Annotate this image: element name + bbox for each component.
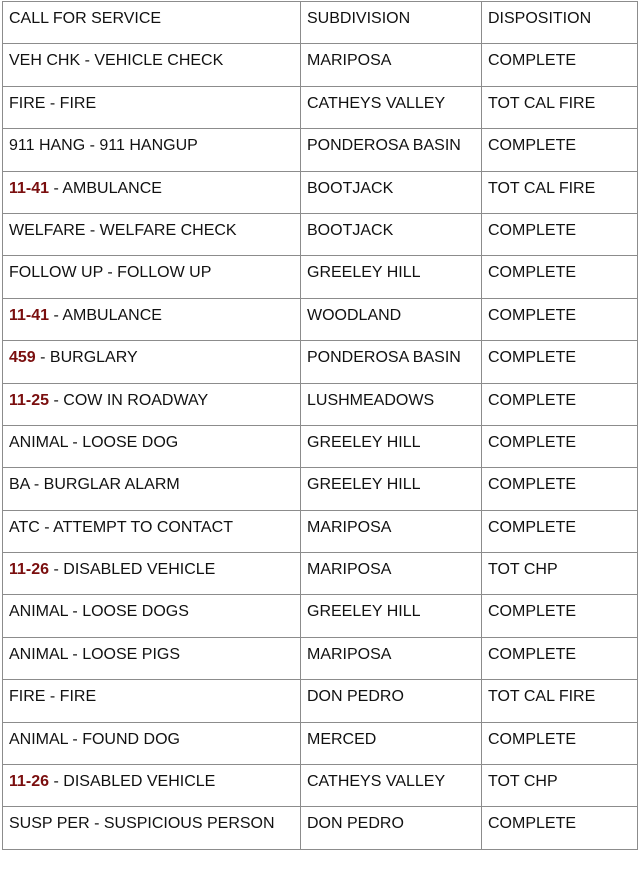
call-for-service-text bbox=[9, 723, 294, 748]
disposition-cell bbox=[482, 129, 638, 171]
call-for-service-cell bbox=[3, 341, 301, 383]
call-for-service-cell bbox=[3, 171, 301, 213]
table-row bbox=[3, 129, 638, 171]
call-description: FOLLOW UP - FOLLOW UP bbox=[9, 264, 212, 282]
disposition-text: TOT CAL FIRE bbox=[488, 94, 596, 112]
call-for-service-text bbox=[9, 256, 294, 281]
disposition-text: COMPLETE bbox=[488, 221, 577, 239]
call-for-service-cell bbox=[3, 383, 301, 425]
disposition-text: COMPLETE bbox=[488, 433, 577, 451]
call-for-service-text bbox=[9, 172, 294, 197]
disposition-text: TOT CAL FIRE bbox=[488, 179, 596, 197]
call-for-service-text bbox=[9, 341, 294, 366]
call-for-service-cell bbox=[3, 86, 301, 128]
disposition-text: COMPLETE bbox=[488, 264, 577, 282]
subdivision-text: BOOTJACK bbox=[307, 179, 394, 197]
subdivision-text: DON PEDRO bbox=[307, 688, 404, 706]
subdivision-text: CATHEYS VALLEY bbox=[307, 773, 446, 791]
disposition-cell bbox=[482, 298, 638, 340]
call-code: 11-26 bbox=[9, 773, 50, 791]
call-for-service-text bbox=[9, 765, 294, 790]
call-code: 11-41 bbox=[9, 179, 50, 197]
disposition-cell bbox=[482, 765, 638, 807]
table-row bbox=[3, 86, 638, 128]
disposition-cell bbox=[482, 468, 638, 510]
subdivision-cell bbox=[301, 213, 482, 255]
table-body bbox=[3, 44, 638, 849]
subdivision-cell bbox=[301, 553, 482, 595]
call-for-service-cell bbox=[3, 44, 301, 86]
table-row bbox=[3, 807, 638, 849]
table-row bbox=[3, 425, 638, 467]
call-for-service-cell bbox=[3, 510, 301, 552]
call-for-service-cell bbox=[3, 213, 301, 255]
subdivision-cell bbox=[301, 722, 482, 764]
subdivision-cell bbox=[301, 44, 482, 86]
subdivision-cell bbox=[301, 680, 482, 722]
subdivision-cell bbox=[301, 425, 482, 467]
call-for-service-cell bbox=[3, 807, 301, 849]
subdivision-cell bbox=[301, 765, 482, 807]
subdivision-cell bbox=[301, 171, 482, 213]
header-subdivision bbox=[301, 2, 482, 44]
disposition-cell bbox=[482, 86, 638, 128]
disposition-cell bbox=[482, 722, 638, 764]
table-row bbox=[3, 383, 638, 425]
subdivision-text: MERCED bbox=[307, 730, 377, 748]
disposition-text: COMPLETE bbox=[488, 730, 577, 748]
subdivision-text: DON PEDRO bbox=[307, 815, 404, 833]
call-for-service-text bbox=[9, 214, 294, 239]
header-disposition bbox=[482, 2, 638, 44]
subdivision-text: GREELEY HILL bbox=[307, 433, 421, 451]
call-description: SUSP PER - SUSPICIOUS PERSON bbox=[9, 815, 275, 833]
call-description: ANIMAL - LOOSE DOGS bbox=[9, 603, 189, 621]
call-code: 11-25 bbox=[9, 391, 50, 409]
call-description: - BURGLARY bbox=[35, 349, 138, 367]
table-row bbox=[3, 256, 638, 298]
call-for-service-text bbox=[9, 87, 294, 112]
call-for-service-text bbox=[9, 680, 294, 705]
subdivision-cell bbox=[301, 86, 482, 128]
table-row bbox=[3, 553, 638, 595]
call-log-table bbox=[2, 1, 638, 850]
call-for-service-cell bbox=[3, 468, 301, 510]
call-description: ANIMAL - FOUND DOG bbox=[9, 730, 180, 748]
disposition-cell bbox=[482, 213, 638, 255]
subdivision-cell bbox=[301, 256, 482, 298]
disposition-cell bbox=[482, 595, 638, 637]
call-for-service-text bbox=[9, 807, 294, 832]
call-for-service-text bbox=[9, 553, 294, 578]
disposition-text: COMPLETE bbox=[488, 518, 577, 536]
call-code: 11-41 bbox=[9, 306, 50, 324]
subdivision-text: CATHEYS VALLEY bbox=[307, 94, 446, 112]
subdivision-cell bbox=[301, 383, 482, 425]
table-row bbox=[3, 765, 638, 807]
header-call-for-service bbox=[3, 2, 301, 44]
subdivision-cell bbox=[301, 468, 482, 510]
call-description: - DISABLED VEHICLE bbox=[49, 561, 216, 579]
call-description: ANIMAL - LOOSE PIGS bbox=[9, 645, 181, 663]
header-label: DISPOSITION bbox=[488, 10, 592, 27]
disposition-text: COMPLETE bbox=[488, 306, 577, 324]
table-row bbox=[3, 637, 638, 679]
call-for-service-text bbox=[9, 384, 294, 409]
call-description: - COW IN ROADWAY bbox=[49, 391, 209, 409]
call-for-service-text bbox=[9, 129, 294, 154]
disposition-cell bbox=[482, 807, 638, 849]
call-for-service-text bbox=[9, 595, 294, 620]
table-row bbox=[3, 341, 638, 383]
call-description: 911 HANG - 911 HANGUP bbox=[9, 137, 198, 155]
call-for-service-cell bbox=[3, 680, 301, 722]
call-for-service-text bbox=[9, 638, 294, 663]
subdivision-text: MARIPOSA bbox=[307, 561, 392, 579]
disposition-cell bbox=[482, 383, 638, 425]
table-row bbox=[3, 298, 638, 340]
call-for-service-text bbox=[9, 426, 294, 451]
call-for-service-text bbox=[9, 299, 294, 324]
call-description: FIRE - FIRE bbox=[9, 688, 97, 706]
subdivision-text: GREELEY HILL bbox=[307, 264, 421, 282]
table-row bbox=[3, 595, 638, 637]
disposition-text: COMPLETE bbox=[488, 52, 577, 70]
call-description: ANIMAL - LOOSE DOG bbox=[9, 433, 179, 451]
subdivision-text: PONDEROSA BASIN bbox=[307, 349, 461, 367]
call-description: VEH CHK - VEHICLE CHECK bbox=[9, 52, 224, 70]
subdivision-cell bbox=[301, 637, 482, 679]
call-for-service-text bbox=[9, 511, 294, 536]
call-for-service-cell bbox=[3, 256, 301, 298]
subdivision-cell bbox=[301, 129, 482, 171]
disposition-cell bbox=[482, 637, 638, 679]
disposition-text: TOT CAL FIRE bbox=[488, 688, 596, 706]
call-description: ATC - ATTEMPT TO CONTACT bbox=[9, 518, 234, 536]
call-for-service-cell bbox=[3, 637, 301, 679]
subdivision-cell bbox=[301, 510, 482, 552]
subdivision-cell bbox=[301, 807, 482, 849]
call-code: 11-26 bbox=[9, 561, 50, 579]
disposition-cell bbox=[482, 44, 638, 86]
disposition-cell bbox=[482, 680, 638, 722]
call-for-service-cell bbox=[3, 722, 301, 764]
call-description: - DISABLED VEHICLE bbox=[49, 773, 216, 791]
table-row bbox=[3, 680, 638, 722]
subdivision-text: PONDEROSA BASIN bbox=[307, 137, 461, 155]
subdivision-cell bbox=[301, 341, 482, 383]
call-for-service-cell bbox=[3, 298, 301, 340]
subdivision-cell bbox=[301, 298, 482, 340]
subdivision-text: GREELEY HILL bbox=[307, 603, 421, 621]
call-for-service-cell bbox=[3, 425, 301, 467]
table-row bbox=[3, 171, 638, 213]
disposition-cell bbox=[482, 341, 638, 383]
call-description: - AMBULANCE bbox=[49, 179, 162, 197]
disposition-text: COMPLETE bbox=[488, 645, 577, 663]
disposition-text: COMPLETE bbox=[488, 391, 577, 409]
table-row bbox=[3, 722, 638, 764]
call-for-service-text bbox=[9, 468, 294, 493]
disposition-cell bbox=[482, 171, 638, 213]
call-for-service-cell bbox=[3, 765, 301, 807]
call-code: 459 bbox=[9, 349, 36, 367]
call-for-service-cell bbox=[3, 553, 301, 595]
call-description: - AMBULANCE bbox=[49, 306, 162, 324]
subdivision-text: MARIPOSA bbox=[307, 52, 392, 70]
disposition-text: COMPLETE bbox=[488, 349, 577, 367]
disposition-cell bbox=[482, 510, 638, 552]
subdivision-text: GREELEY HILL bbox=[307, 476, 421, 494]
call-for-service-cell bbox=[3, 129, 301, 171]
call-description: BA - BURGLAR ALARM bbox=[9, 476, 180, 494]
subdivision-text: MARIPOSA bbox=[307, 645, 392, 663]
table-row bbox=[3, 44, 638, 86]
subdivision-text: LUSHMEADOWS bbox=[307, 391, 435, 409]
subdivision-text: BOOTJACK bbox=[307, 221, 394, 239]
disposition-text: TOT CHP bbox=[488, 773, 558, 791]
table-row bbox=[3, 468, 638, 510]
disposition-cell bbox=[482, 256, 638, 298]
disposition-text: TOT CHP bbox=[488, 561, 558, 579]
call-for-service-cell bbox=[3, 595, 301, 637]
disposition-cell bbox=[482, 425, 638, 467]
disposition-text: COMPLETE bbox=[488, 815, 577, 833]
disposition-text: COMPLETE bbox=[488, 137, 577, 155]
subdivision-cell bbox=[301, 595, 482, 637]
call-for-service-text bbox=[9, 44, 294, 69]
header-row bbox=[3, 2, 638, 44]
disposition-cell bbox=[482, 553, 638, 595]
table-row bbox=[3, 510, 638, 552]
header-label: SUBDIVISION bbox=[307, 10, 411, 27]
call-description: WELFARE - WELFARE CHECK bbox=[9, 221, 237, 239]
subdivision-text: MARIPOSA bbox=[307, 518, 392, 536]
table-row bbox=[3, 213, 638, 255]
call-description: FIRE - FIRE bbox=[9, 94, 97, 112]
subdivision-text: WOODLAND bbox=[307, 306, 402, 324]
disposition-text: COMPLETE bbox=[488, 476, 577, 494]
header-label: CALL FOR SERVICE bbox=[9, 10, 162, 27]
disposition-text: COMPLETE bbox=[488, 603, 577, 621]
